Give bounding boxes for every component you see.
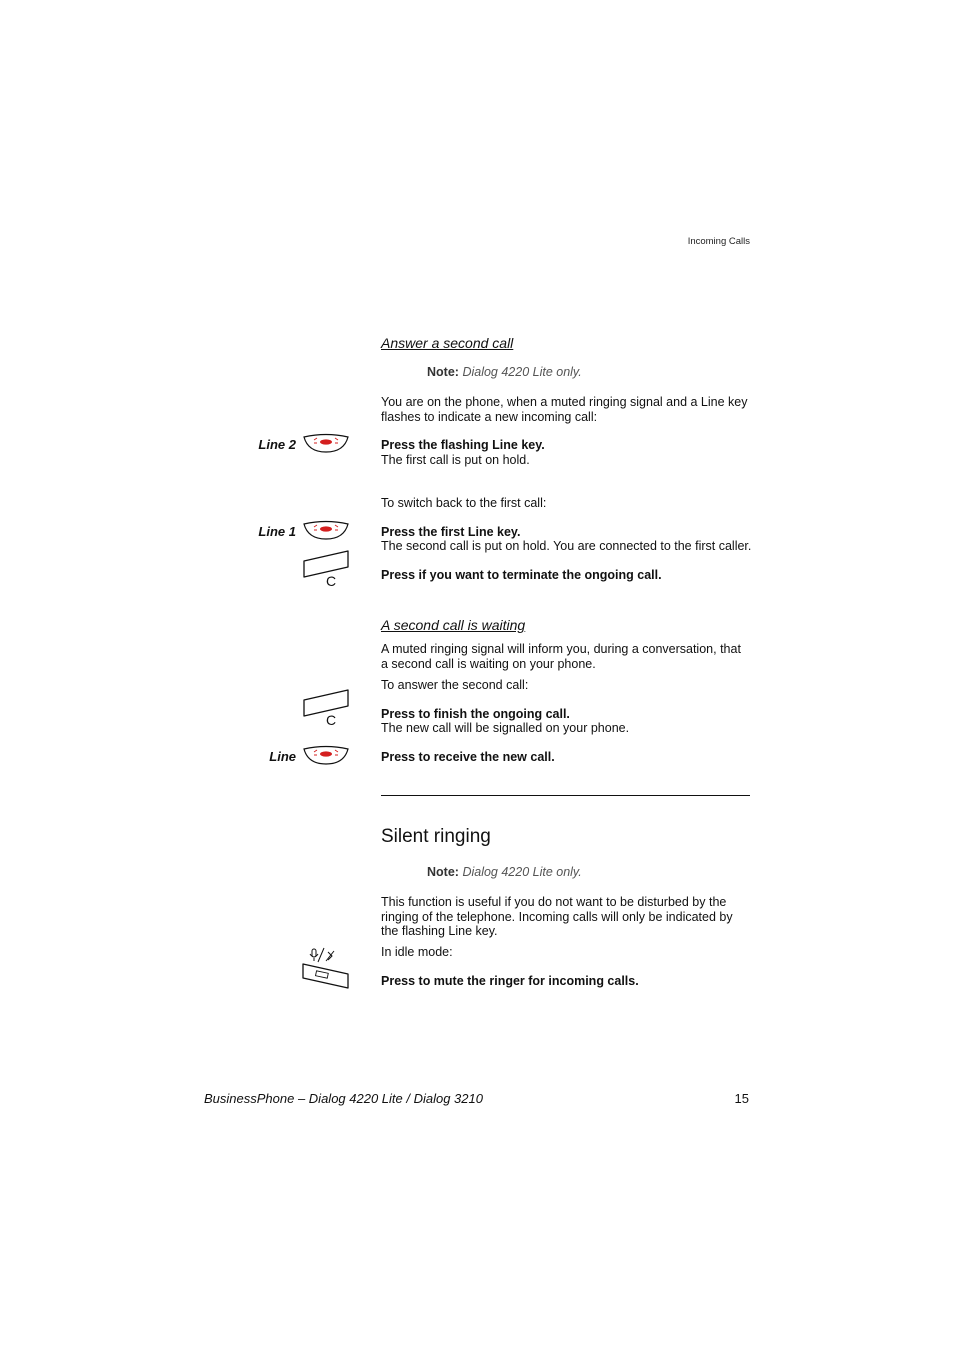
line-1-key-label: Line 1 [258, 524, 296, 539]
silent-ringing-intro: This function is useful if you do not want to be disturbed by the ringing of the telephone. Incoming calls will only be indicated by the flashing Line key. [381, 895, 733, 938]
line-2-key-label: Line 2 [258, 437, 296, 452]
line-key-icon[interactable] [302, 519, 350, 541]
second-waiting-intro: A muted ringing signal will inform you, during a conversation, that a second call is waiting on your phone. [381, 642, 741, 671]
to-answer-text: To answer the second call: [381, 678, 529, 692]
silent-ringing-heading: Silent ringing [381, 826, 491, 847]
step-new-call-signalled: The new call will be signalled on your phone. [381, 721, 630, 735]
answer-second-intro: You are on the phone, when a muted ringing signal and a Line key flashes to indicate a new incoming call: [381, 395, 748, 424]
clear-key-char: C [326, 712, 337, 728]
note-silent-ringing [427, 865, 582, 879]
switch-back-text: To switch back to the first call: [381, 496, 547, 510]
step-finish-call: Press to finish the ongoing call. [381, 707, 570, 721]
step-mute-ringer: Press to mute the ringer for incoming calls. [381, 974, 639, 988]
page-number: 15 [734, 1091, 749, 1106]
step-first-call-hold: The first call is put on hold. [381, 453, 530, 467]
note-text: Dialog 4220 Lite only. [462, 865, 582, 879]
note-label: Note: [427, 365, 459, 379]
second-call-waiting-heading: A second call is waiting [381, 617, 526, 633]
line-key-icon[interactable] [302, 744, 350, 766]
idle-mode-text: In idle mode: [381, 945, 453, 959]
line-key-icon[interactable] [302, 432, 350, 454]
mute-ringer-key-icon[interactable] [300, 944, 352, 992]
footer-doc-title: BusinessPhone – Dialog 4220 Lite / Dialog 3210 [204, 1091, 483, 1106]
note-answer-second [427, 365, 582, 379]
step-press-first-line: Press the first Line key. [381, 525, 521, 539]
note-label: Note: [427, 865, 459, 879]
note-text: Dialog 4220 Lite only. [462, 365, 582, 379]
step-second-call-hold: The second call is put on hold. You are connected to the first caller. [381, 539, 752, 553]
clear-key-char: C [326, 573, 337, 589]
answer-second-call-heading: Answer a second call [381, 335, 514, 351]
line-key-label: Line [269, 749, 296, 764]
running-header: Incoming Calls [687, 236, 750, 247]
step-press-flashing-line: Press the flashing Line key. [381, 438, 545, 452]
section-divider [381, 795, 750, 796]
step-receive-new-call: Press to receive the new call. [381, 750, 555, 764]
step-terminate-call: Press if you want to terminate the ongoing call. [381, 568, 662, 582]
